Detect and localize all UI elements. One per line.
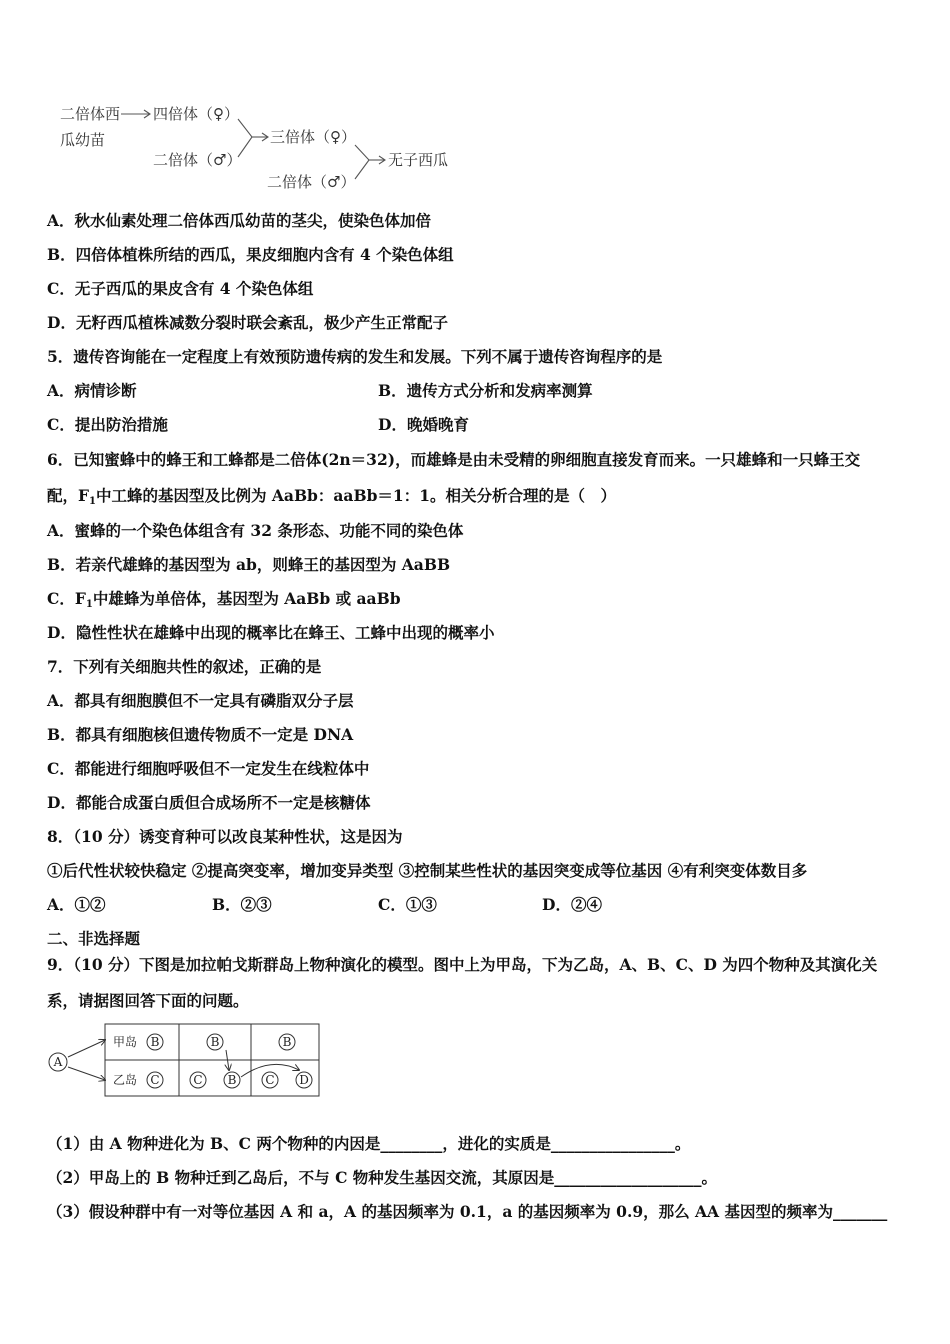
species-b-label-1: B — [150, 1035, 160, 1049]
q7-option-b: B．都具有细胞核但遗传物质不一定是 DNA — [47, 725, 354, 744]
tetraploid-female-label: 四倍体（♀） — [153, 105, 239, 123]
diploid-seedling-label-1: 二倍体西 — [60, 105, 121, 123]
q4-option-c: C．无子西瓜的果皮含有 4 个染色体组 — [47, 279, 314, 298]
diploid-seedling-label-2: 瓜幼苗 — [60, 131, 106, 149]
species-b-label-3: B — [227, 1073, 237, 1087]
species-a-label: A — [53, 1055, 63, 1069]
q6-stem2-sub: 1 — [89, 496, 96, 507]
q6-stem-line2 — [47, 486, 616, 512]
q6-option-b: B．若亲代雄蜂的基因型为 ab，则蜂王的基因型为 AaBB — [47, 555, 451, 574]
q8-stem: 8．（10 分）诱变育种可以改良某种性状，这是因为 — [47, 827, 403, 846]
q9-part1: （1）由 A 物种进化为 B、C 两个物种的内因是________，进化的实质是________________。 — [47, 1134, 691, 1153]
arrow-a-to-island2 — [68, 1067, 105, 1080]
q8-option-d: D．②④ — [542, 895, 602, 914]
q5-stem: 5．遗传咨询能在一定程度上有效预防遗传病的发生和发展。下列不属于遗传咨询程序的是 — [47, 347, 663, 366]
q8-option-c: C．①③ — [378, 895, 437, 914]
q4-option-a: A．秋水仙素处理二倍体西瓜幼苗的茎尖，使染色体加倍 — [47, 211, 432, 230]
q9-stem-line2: 系，请据图回答下面的问题。 — [47, 991, 249, 1010]
species-c-label-2: C — [193, 1073, 203, 1087]
q6-c-b: 中雄蜂为单倍体，基因型为 AaBb 或 aaBb — [92, 589, 401, 608]
species-b-label-2: B — [210, 1035, 220, 1049]
q9-part2: （2）甲岛上的 B 物种迁到乙岛后，不与 C 物种发生基因交流，其原因是___________________。 — [47, 1168, 718, 1187]
q7-option-c: C．都能进行细胞呼吸但不一定发生在线粒体中 — [47, 759, 370, 778]
arrow-a-to-island1 — [68, 1040, 105, 1057]
q6-c-sub: 1 — [85, 599, 93, 610]
q5-option-c: C．提出防治措施 — [47, 415, 168, 434]
triploid-female-label: 三倍体（♀） — [270, 128, 356, 146]
q5-option-a: A．病情诊断 — [47, 381, 137, 400]
q4-option-b: B．四倍体植株所结的西瓜，果皮细胞内含有 4 个染色体组 — [47, 245, 454, 264]
q8-option-a: A．①② — [47, 895, 106, 914]
q6-option-a: A．蜜蜂的一个染色体组含有 32 条形态、功能不同的染色体 — [47, 521, 464, 540]
island2-label: 乙岛 — [112, 1073, 138, 1087]
q6-stem-line1: 6．已知蜜蜂中的蜂王和工蜂都是二倍体(2n＝32)，而雄蜂是由未受精的卵细胞直接发育而来。一只雄蜂和一只蜂王交 — [47, 450, 861, 469]
species-c-label-1: C — [150, 1073, 160, 1087]
q7-option-a: A．都具有细胞膜但不一定具有磷脂双分子层 — [47, 691, 354, 710]
q9-part3: （3）假设种群中有一对等位基因 A 和 a，A 的基因频率为 0.1，a 的基因频率为 0.9，那么 AA 基因型的频率为_______ — [47, 1202, 888, 1221]
q6-stem2-a: 配，F — [47, 486, 90, 505]
q5-option-b: B．遗传方式分析和发病率测算 — [378, 381, 593, 400]
section-title: 二、非选择题 — [47, 929, 141, 948]
q5-option-d: D．晚婚晚育 — [378, 415, 469, 434]
q9-stem-line1: 9．（10 分）下图是加拉帕戈斯群岛上物种演化的模型。图中上为甲岛，下为乙岛，A、B、C、D 为四个物种及其演化关 — [47, 955, 878, 974]
q6-option-c — [47, 589, 401, 615]
diploid-male-label-2: 二倍体（♂） — [267, 173, 356, 191]
seedless-watermelon-label: 无子西瓜 — [388, 151, 449, 169]
q6-option-d: D．隐性性状在雄蜂中出现的概率比在蜂王、工蜂中出现的概率小 — [47, 623, 495, 642]
q6-c-a: C．F — [47, 589, 86, 608]
q7-option-d: D．都能合成蛋白质但合成场所不一定是核糖体 — [47, 793, 371, 812]
watermelon-breeding-diagram — [55, 95, 455, 200]
q6-stem2-b: 中工蜂的基因型及比例为 AaBb：aaBb＝1：1。相关分析合理的是（ ） — [95, 486, 616, 505]
q8-option-b: B．②③ — [212, 895, 272, 914]
diploid-male-label-1: 二倍体（♂） — [153, 151, 242, 169]
q8-items: ①后代性状较快稳定 ②提高突变率，增加变异类型 ③控制某些性状的基因突变成等位基因 ④有利突变体数目多 — [47, 861, 808, 880]
species-c-label-3: C — [265, 1073, 275, 1087]
cross-bracket-2 — [355, 145, 369, 179]
island-speciation-diagram — [45, 1020, 330, 1105]
species-b-label-4: B — [282, 1035, 292, 1049]
species-d-label: D — [299, 1073, 309, 1087]
q7-stem: 7．下列有关细胞共性的叙述，正确的是 — [47, 657, 322, 676]
q4-option-d: D．无籽西瓜植株减数分裂时联会紊乱，极少产生正常配子 — [47, 313, 448, 332]
island1-label: 甲岛 — [112, 1035, 138, 1049]
